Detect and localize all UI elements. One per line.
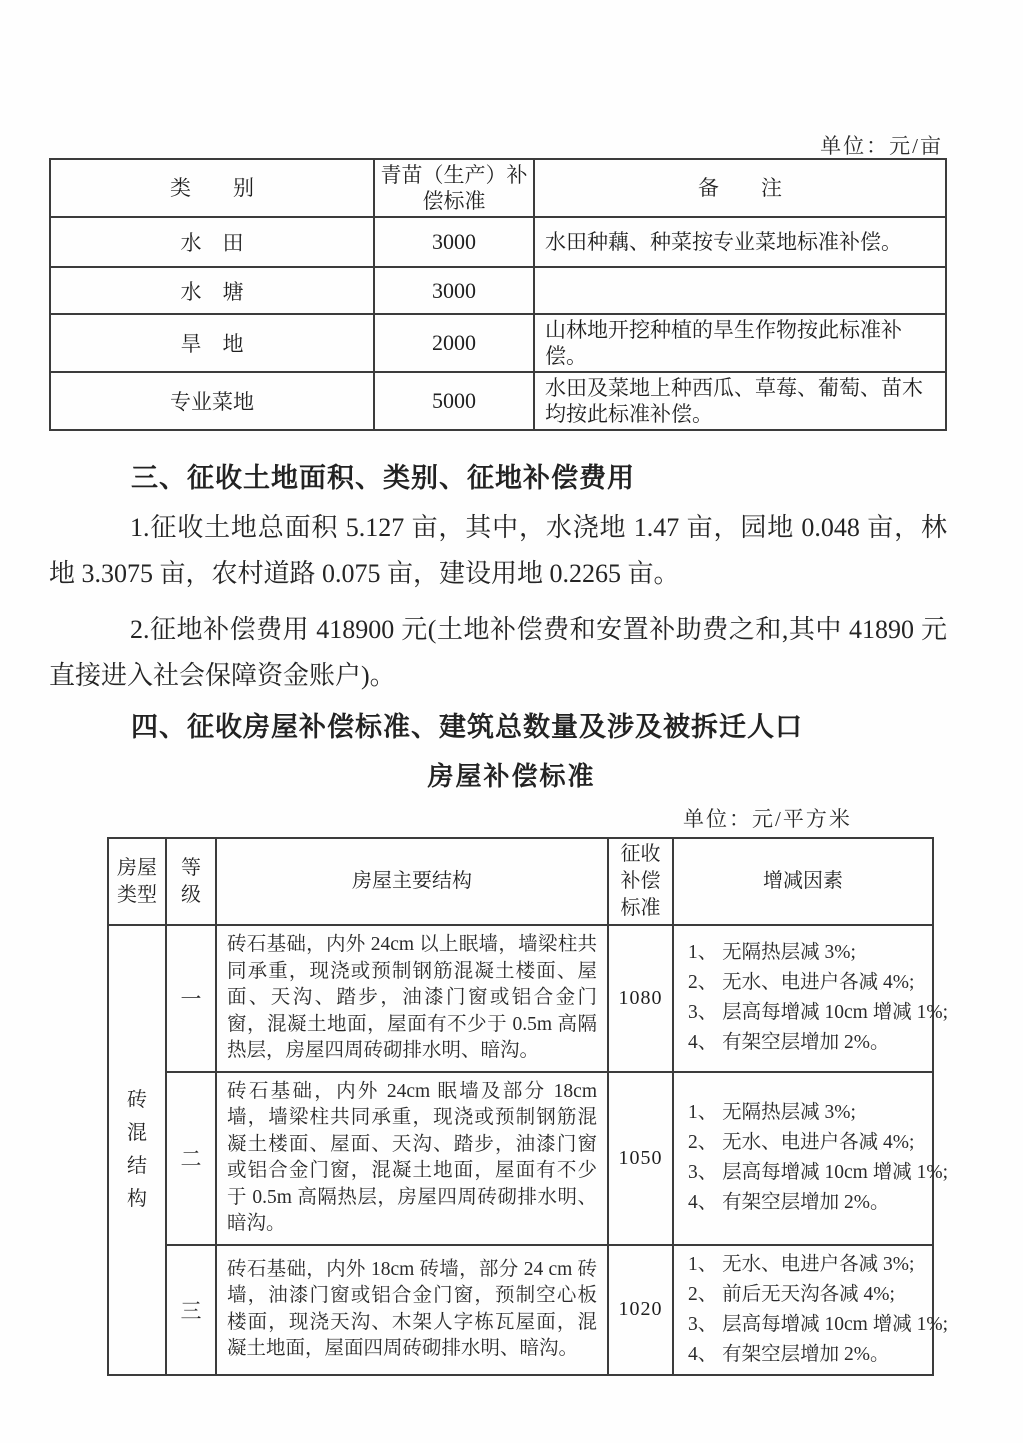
column-header-grade: 等级 [166,838,216,925]
structure-cell: 砖石基础，内外 24cm 以上眠墙，墙梁柱共同承重，现浇或预制钢筋混凝土楼面、屋面、天沟、踏步，油漆门窗或铝合金门窗，混凝土地面，屋面有不少于 0.5m 高隔热层，房屋四周砖砌排水明、暗沟。 [216,925,608,1072]
standard-cell: 1050 [608,1072,673,1245]
factor-line: 3、 层高每增减 10cm 增减 1%; [688,1002,948,1024]
table-header-row [108,838,933,925]
column-header-standard: 青苗（生产）补偿标准 [374,159,534,217]
standard-cell: 5000 [374,372,534,430]
structure-cell: 砖石基础，内外 18cm 砖墙，部分 24 cm 砖墙，油漆门窗或铝合金门窗，预制空心板楼面，现浇天沟、木架人字栋瓦屋面，混凝土地面，屋面四周砖砌排水明、暗沟。 [216,1245,608,1375]
structure-cell: 砖石基础，内外 24cm 眠墙及部分 18cm 墙，墙梁柱共同承重，现浇或预制钢筋混凝土楼面、屋面、天沟、踏步，油漆门窗或铝合金门窗，混凝土地面，屋面有不少于 0.5m 高隔热层，房屋四周砖砌排水明、暗沟。 [216,1072,608,1245]
standard-cell: 3000 [374,217,534,267]
factor-line: 1、 无隔热层减 3%; [688,942,856,964]
house-compensation-table [107,837,948,1376]
remark-cell: 水田及菜地上种西瓜、草莓、葡萄、苗木均按此标准补偿。 [534,372,946,430]
factor-line: 2、 无水、电进户各减 4%; [688,1132,915,1153]
factors-cell [673,1072,948,1245]
table2-unit-label: 单位：元/平方米 [683,807,852,831]
factor-line: 4、 有架空层增加 2%。 [688,1192,890,1213]
column-header-factors: 增减因素 [673,838,933,925]
category-cell: 专业菜地 [50,372,374,430]
factor-line: 2、 前后无天沟各减 4%; [688,1283,895,1305]
section3-paragraph-2: 2.征地补偿费用 418900 元(土地补偿费和安置补助费之和,其中 41890 元直接进入社会保障资金账户)。 [49,615,947,690]
standard-cell: 2000 [374,314,534,372]
factor-line: 2、 无水、电进户各减 4%; [688,972,915,994]
standard-cell: 1020 [608,1245,673,1375]
crop-compensation-table [49,158,947,431]
factor-line: 1、 无隔热层减 3%; [688,1102,856,1123]
table-row [50,314,946,372]
factor-line: 4、 有架空层增加 2%。 [688,1032,890,1054]
factor-line: 3、 层高每增减 10cm 增减 1%; [688,1162,948,1183]
table-row [108,1245,933,1375]
column-header-remark: 备 注 [534,159,946,217]
grade-cell: 二 [166,1072,216,1245]
table-row [50,217,946,267]
section4-heading: 四、征收房屋补偿标准、建筑总数量及涉及被拆迁人口 [131,712,803,742]
table-row [108,925,933,1072]
standard-cell: 3000 [374,267,534,314]
house-compensation-subheading: 房屋补偿标准 [427,762,596,791]
factor-line: 3、 层高每增减 10cm 增减 1%; [688,1313,948,1335]
remark-cell: 山林地开挖种植的旱生作物按此标准补偿。 [534,314,946,372]
factor-line: 1、 无水、电进户各减 3%; [688,1253,915,1275]
table-row [50,267,946,314]
table-header-row [50,159,946,217]
table-row [50,372,946,430]
column-header-house-type: 房屋类型 [108,838,166,925]
standard-cell: 1080 [608,925,673,1072]
remark-cell: 水田种藕、种菜按专业菜地标准补偿。 [534,217,946,267]
column-header-category: 类 别 [50,159,374,217]
table1-unit-label: 单位：元/亩 [820,134,943,158]
category-cell: 水 田 [50,217,374,267]
house-type-cell: 砖混结构 [108,925,166,1375]
factors-cell [673,1245,948,1375]
grade-cell: 三 [166,1245,216,1375]
section3-paragraph-1: 1.征收土地总面积 5.127 亩，其中，水浇地 1.47 亩，园地 0.048 亩，林地 3.3075 亩，农村道路 0.075 亩，建设用地 0.2265 亩。 [49,513,947,588]
column-header-structure: 房屋主要结构 [216,838,608,925]
factor-line: 4、 有架空层增加 2%。 [688,1343,890,1365]
factors-cell [673,925,948,1072]
remark-cell [534,267,946,314]
table-row [108,1072,933,1245]
section3-heading: 三、征收土地面积、类别、征地补偿费用 [131,463,635,493]
column-header-standard: 征收补偿标准 [608,838,673,925]
grade-cell: 一 [166,925,216,1072]
category-cell: 水 塘 [50,267,374,314]
category-cell: 旱 地 [50,314,374,372]
